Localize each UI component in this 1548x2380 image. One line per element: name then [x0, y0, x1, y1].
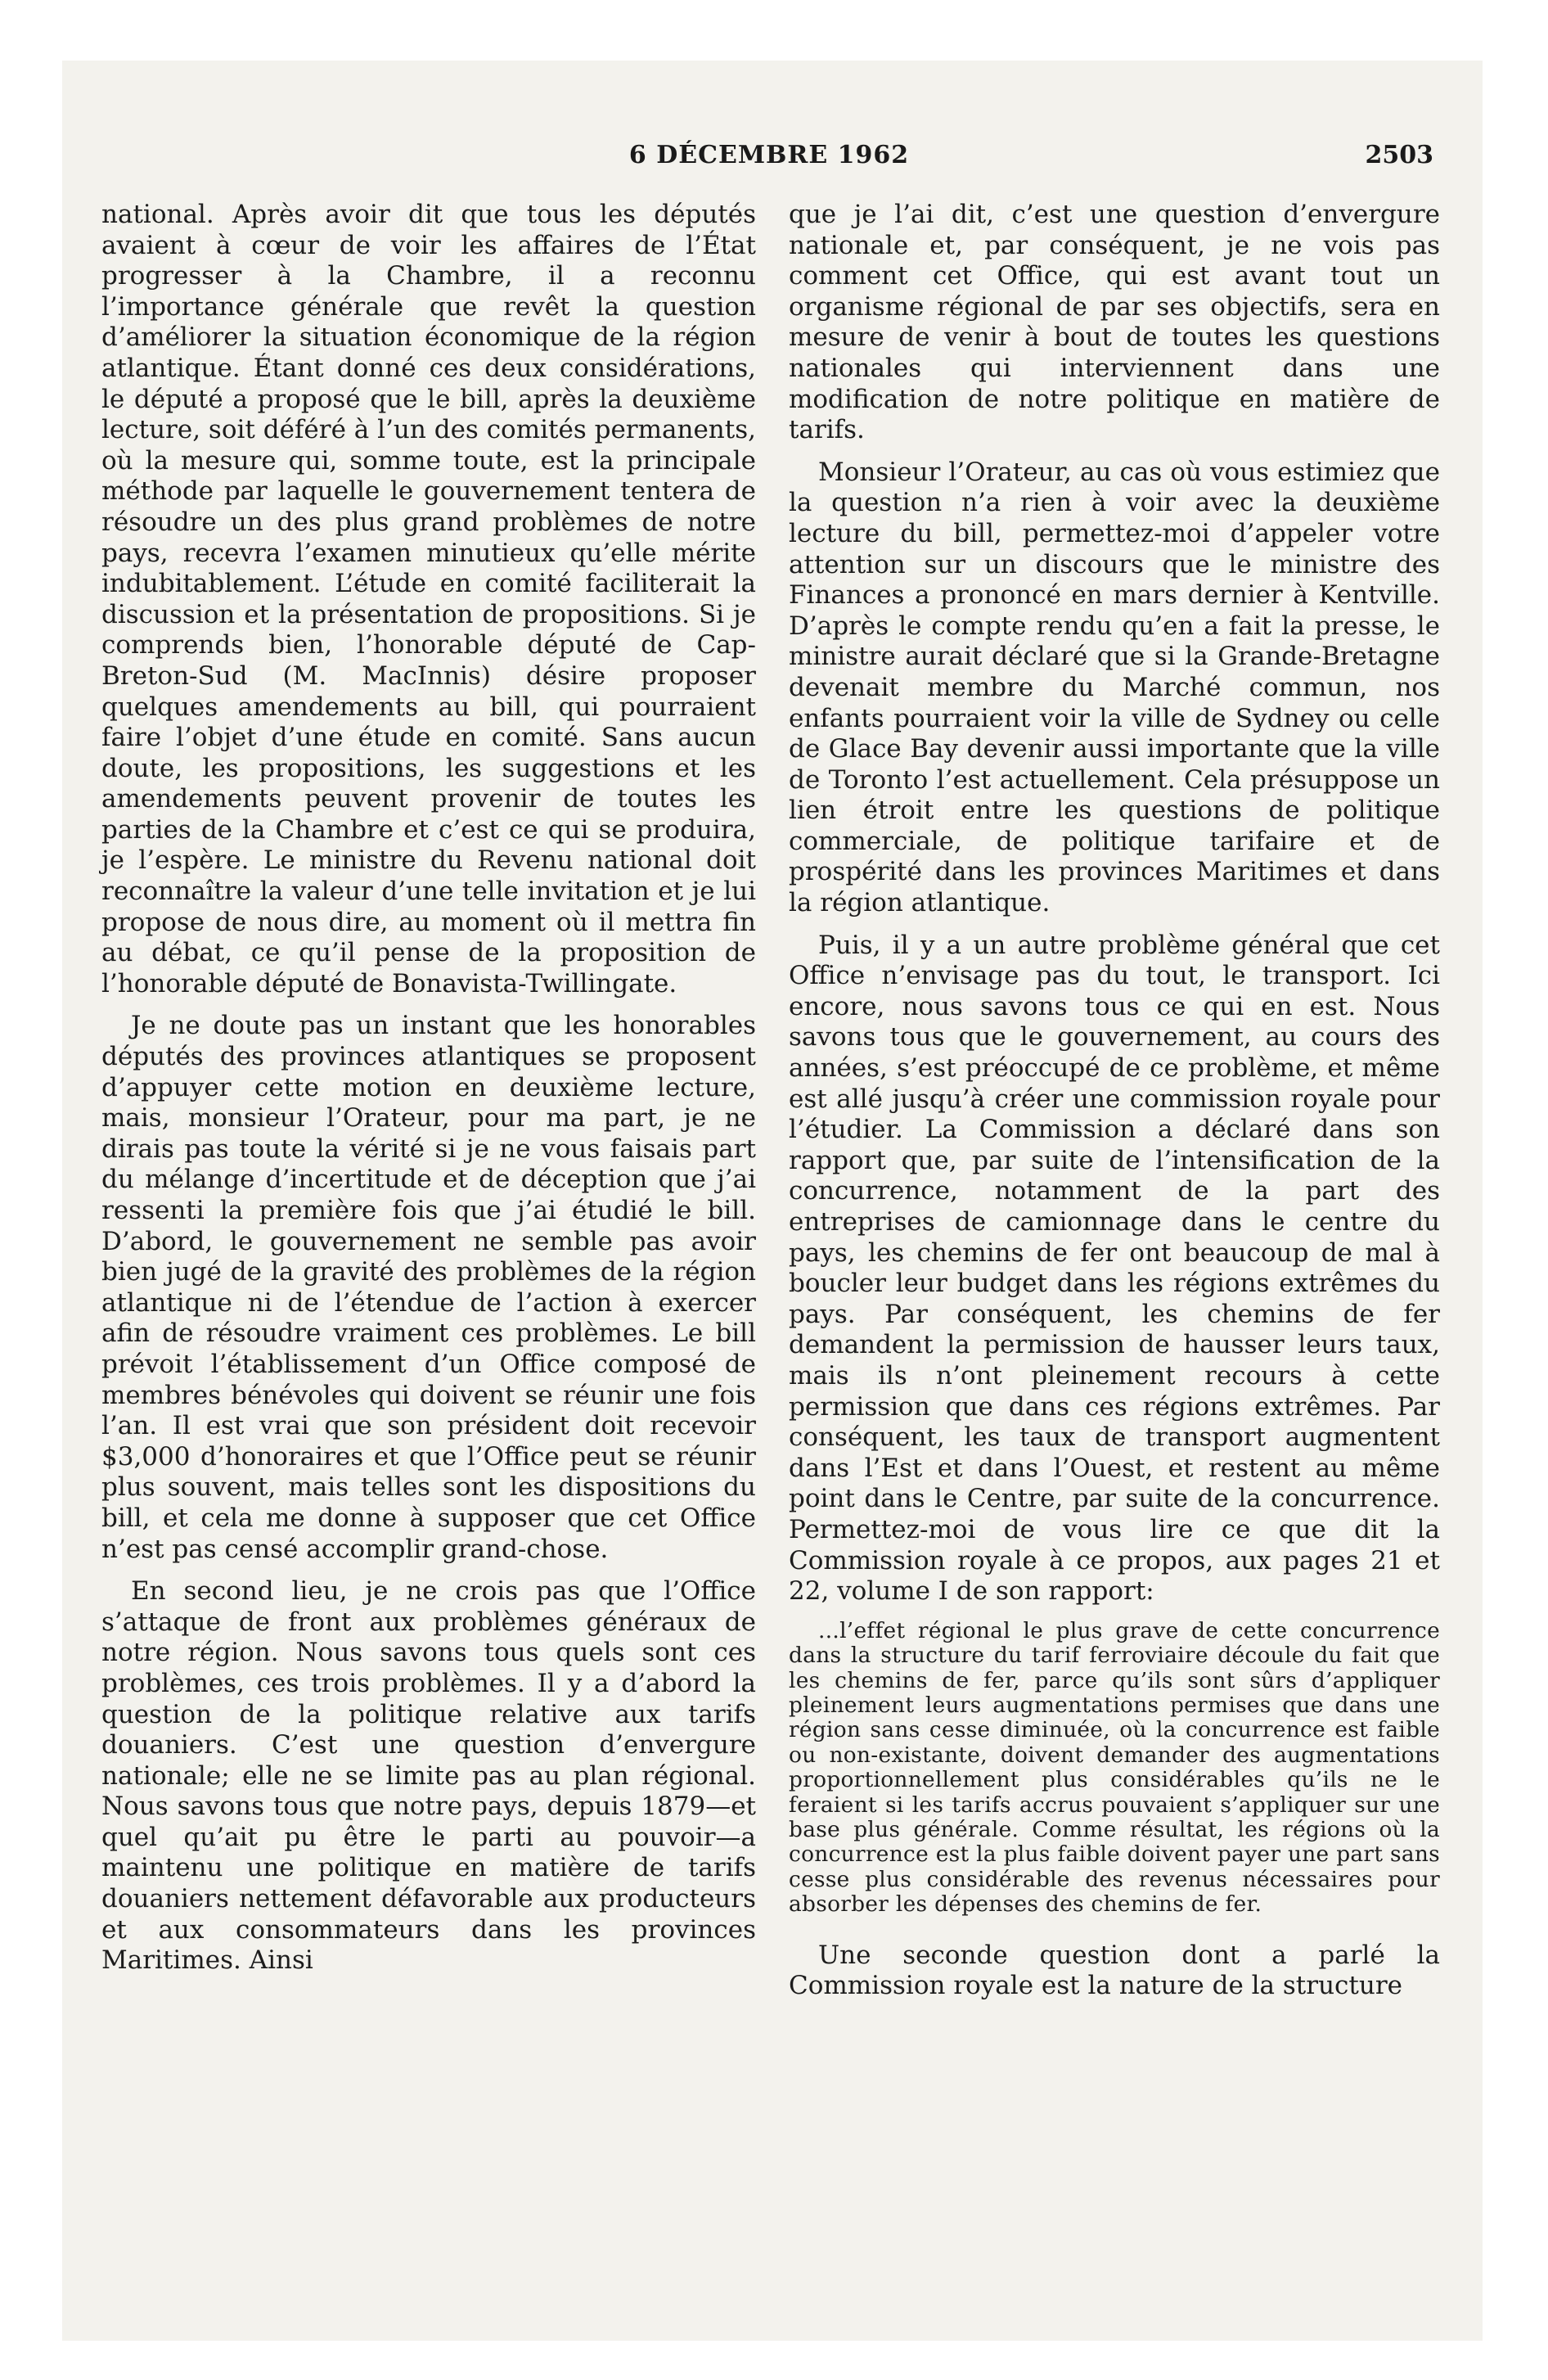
paragraph: Puis, il y a un autre problème général que cet Office n’envisage pas du tout, le transport. Ici encore, nous savons tous ce qui en est. Nous savons tous que le gouvernement, au cours des années, s’est préoccupé de ce problème, et même est allé jusqu’à créer une commission royale pour l’étudier. La Commission a déclaré dans son rapport que, par suite de l’intensification de la concurrence, notamment de la part des entreprises de camionnage dans le centre du pays, les chemins de fer ont beaucoup de mal à boucler leur budget dans les régions extrêmes du pays. Par conséquent, les chemins de fer demandent la permission de hausser leurs taux, mais ils n’ont pleinement recours à cette permission que dans ces régions extrêmes. Par conséquent, les taux de transport augmentent dans l’Est et dans l’Ouest, et restent au même point dans le Centre, par suite de la concurrence. Permettez-moi de vous lire ce que dit la Commission royale à ce propos, aux pages 21 et 22, volume I de son rapport:	[789, 930, 1440, 1607]
page-header	[105, 141, 1433, 174]
paragraph: national. Après avoir dit que tous les députés avaient à cœur de voir les affaires de l’État progresser à la Chambre, il a reconnu l’importance générale que revêt la question d’améliorer la situation économique de la région atlantique. Étant donné ces deux considérations, le député a proposé que le bill, après la deuxième lecture, soit déféré à l’un des comités permanents, où la mesure qui, somme toute, est la principale méthode par laquelle le gouvernement tentera de résoudre un des plus grand problèmes de notre pays, recevra l’examen minutieux qu’elle mérite indubitablement. L’étude en comité faciliterait la discussion et la présentation de propositions. Si je comprends bien, l’honorable député de Cap-Breton-Sud (M. MacInnis) désire proposer quelques amendements au bill, qui pourraient faire l’objet d’une étude en comité. Sans aucun doute, les propositions, les suggestions et les amendements peuvent provenir de toutes les parties de la Chambre et c’est ce qui se produira, je l’espère. Le ministre du Revenu national doit reconnaître la valeur d’une telle invitation et je lui propose de nous dire, au moment où il mettra fin au débat, ce qu’il pense de la proposition de l’honorable député de Bonavista-Twillingate.	[101, 200, 756, 998]
page-number: 2503	[1365, 141, 1433, 169]
paragraph: que je l’ai dit, c’est une question d’envergure nationale et, par conséquent, je ne vois pas comment cet Office, qui est avant tout un organisme régional de par ses objectifs, sera en mesure de venir à bout de toutes les questions nationales qui interviennent dans une modification de notre politique en matière de tarifs.	[789, 200, 1440, 445]
paragraph: Une seconde question dont a parlé la Commission royale est la nature de la structure	[789, 1940, 1440, 2001]
block-quote: ...l’effet régional le plus grave de cette concurrence dans la structure du tarif ferroviaire découle du fait que les chemins de fer, parce qu’ils sont sûrs d’appliquer pleinement leurs augmentations permises que dans une région sans cesse diminuée, où la concurrence est faible ou non-existante, doivent demander des augmentations proportionnellement plus considérables qu’ils ne le feraient si les tarifs accrus pouvaient s’appliquer sur une base plus générale. Comme résultat, les régions où la concurrence est la plus faible doivent payer une part sans cesse plus considérable des revenus nécessaires pour absorber les dépenses des chemins de fer.	[789, 1617, 1440, 1918]
left-column	[101, 200, 756, 1988]
right-column	[789, 200, 1440, 2013]
header-date: 6 DÉCEMBRE 1962	[628, 141, 910, 169]
paragraph: Monsieur l’Orateur, au cas où vous estimiez que la question n’a rien à voir avec la deuxième lecture du bill, permettez-moi d’appeler votre attention sur un discours que le ministre des Finances a prononcé en mars dernier à Kentville. D’après le compte rendu qu’en a fait la presse, le ministre aurait déclaré que si la Grande-Bretagne devenait membre du Marché commun, nos enfants pourraient voir la ville de Sydney ou celle de Glace Bay devenir aussi importante que la ville de Toronto l’est actuellement. Cela présuppose un lien étroit entre les questions de politique commerciale, de politique tarifaire et de prospérité dans les provinces Maritimes et dans la région atlantique.	[789, 457, 1440, 918]
paragraph: En second lieu, je ne crois pas que l’Office s’attaque de front aux problèmes généraux de notre région. Nous savons tous quels sont ces problèmes, ces trois problèmes. Il y a d’abord la question de la politique relative aux tarifs douaniers. C’est une question d’envergure nationale; elle ne se limite pas au plan régional. Nous savons tous que notre pays, depuis 1879—et quel qu’ait pu être le parti au pouvoir—a maintenu une politique en matière de tarifs douaniers nettement défavorable aux producteurs et aux consommateurs dans les provinces Maritimes. Ainsi	[101, 1576, 756, 1976]
paragraph: Je ne doute pas un instant que les honorables députés des provinces atlantiques se proposent d’appuyer cette motion en deuxième lecture, mais, monsieur l’Orateur, pour ma part, je ne dirais pas toute la vérité si je ne vous faisais part du mélange d’incertitude et de déception que j’ai ressenti la première fois que j’ai étudié le bill. D’abord, le gouvernement ne semble pas avoir bien jugé de la gravité des problèmes de la région atlantique ni de l’étendue de l’action à exercer afin de résoudre vraiment ces problèmes. Le bill prévoit l’établissement d’un Office composé de membres bénévoles qui doivent se réunir une fois l’an. Il est vrai que son président doit recevoir $3,000 d’honoraires et que l’Office peut se réunir plus souvent, mais telles sont les dispositions du bill, et cela me donne à supposer que cet Office n’est pas censé accomplir grand-chose.	[101, 1011, 756, 1564]
